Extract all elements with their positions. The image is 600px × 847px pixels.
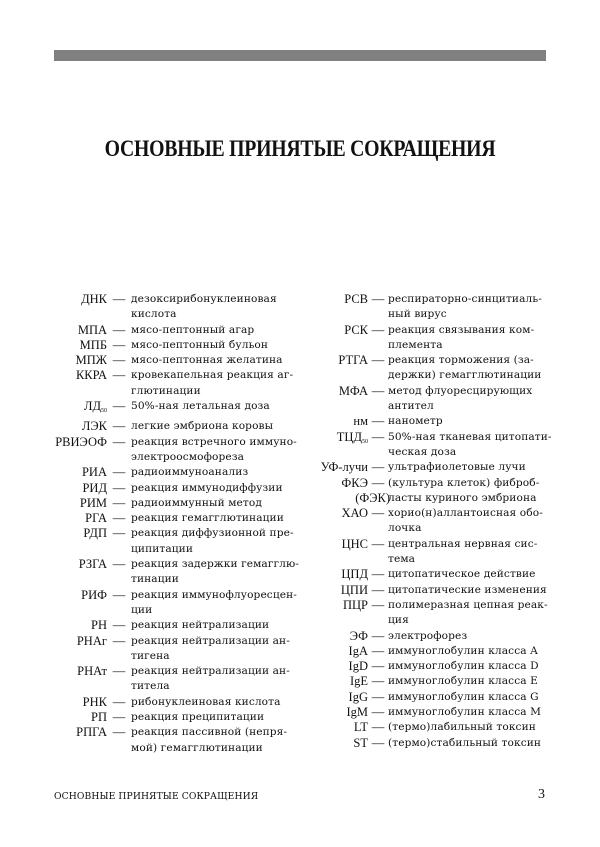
em-dash: —: [112, 465, 126, 480]
abbreviation-term: [300, 705, 368, 720]
abbreviation-description: [388, 705, 548, 720]
description-line: цитопатическое действие: [388, 568, 536, 581]
term-text: ККРА: [75, 368, 107, 383]
abbreviation-term: [0, 557, 107, 588]
term-text: РГА: [85, 511, 107, 526]
abbreviation-entry: [0, 695, 320, 710]
term-text: ЭФ: [349, 628, 368, 643]
abbreviation-description: [388, 537, 548, 568]
description-line: лочка: [388, 522, 422, 535]
description-line: иммуноглобулин класса A: [388, 644, 538, 657]
abbreviation-term: [0, 710, 107, 725]
description-line: глютинации: [131, 384, 201, 397]
abbreviation-description: [388, 292, 548, 323]
description-line: хорио(н)аллантоисная обо-: [388, 507, 543, 520]
abbreviation-entry: [300, 690, 590, 705]
em-dash: —: [371, 353, 385, 368]
abbreviation-description: [388, 353, 548, 384]
em-dash: —: [371, 674, 385, 689]
term-text: ЦНС: [341, 536, 368, 551]
abbreviation-description: [388, 506, 548, 537]
em-dash: —: [112, 353, 126, 368]
abbreviation-entry: [0, 496, 320, 511]
abbreviation-term: [0, 634, 107, 665]
abbreviation-term: [300, 353, 368, 384]
abbreviation-entry: [0, 481, 320, 496]
description-line: антител: [388, 400, 434, 413]
term-text: РИД: [82, 480, 107, 495]
description-line: мясо-пептонная желатина: [131, 354, 283, 367]
abbreviation-term: [0, 353, 107, 368]
abbreviation-description: [388, 644, 548, 659]
abbreviation-term: [300, 674, 368, 689]
term-text: нм: [353, 414, 368, 429]
em-dash: —: [112, 557, 126, 572]
abbreviation-description: [131, 588, 297, 619]
em-dash: —: [112, 495, 126, 510]
description-line: метод флуоресцирующих: [388, 384, 533, 397]
abbreviation-entry: [0, 399, 320, 419]
abbreviation-term: [0, 465, 107, 480]
term-text: РНК: [82, 694, 107, 709]
abbreviation-term: [300, 720, 368, 735]
header-rule: [54, 50, 546, 61]
description-line: иммуноглобулин класса M: [388, 706, 542, 719]
abbreviation-term: [300, 414, 368, 429]
em-dash: —: [112, 322, 126, 337]
abbreviation-term: [300, 567, 368, 582]
abbreviation-entry: [0, 557, 320, 588]
abbreviation-entry: [0, 588, 320, 619]
description-line: иммуноглобулин класса D: [388, 660, 539, 673]
term-text: IgD: [348, 659, 368, 674]
abbreviation-term: [300, 659, 368, 674]
abbreviation-term: [0, 725, 107, 756]
abbreviation-term: [300, 598, 368, 629]
abbreviation-term: [0, 664, 107, 695]
description-line: реакция преципитации: [131, 711, 265, 724]
abbreviation-term: [0, 419, 107, 434]
abbreviation-entry: [0, 710, 320, 725]
abbreviation-entry: [300, 414, 590, 429]
abbreviation-description: [131, 557, 299, 588]
abbreviation-description: [388, 567, 548, 582]
abbreviation-description: [131, 526, 294, 557]
em-dash: —: [371, 643, 385, 658]
em-dash: —: [371, 460, 385, 475]
description-line: центральная нервная сис-: [388, 537, 538, 550]
abbreviation-description: [131, 725, 291, 756]
term-alt-text: (ФЭК): [355, 490, 390, 505]
abbreviation-term: [300, 460, 368, 475]
abbreviation-term: [0, 323, 107, 338]
page-title: ОСНОВНЫЕ ПРИНЯТЫЕ СОКРАЩЕНИЯ: [104, 136, 496, 161]
term-text: ДНК: [81, 292, 107, 306]
abbreviation-description: [131, 435, 297, 466]
abbreviation-term: [0, 618, 107, 633]
abbreviation-description: [388, 323, 548, 354]
em-dash: —: [112, 337, 126, 352]
em-dash: —: [371, 628, 385, 643]
em-dash: —: [371, 506, 385, 521]
description-line: реакция иммунодиффузии: [131, 481, 283, 494]
abbreviation-term: [300, 644, 368, 659]
abbreviation-description: [131, 511, 291, 526]
em-dash: —: [112, 511, 126, 526]
term-text: IgA: [348, 643, 368, 658]
description-line: цитопатические изменения: [388, 583, 547, 596]
abbreviation-description: [131, 292, 291, 323]
em-dash: —: [371, 659, 385, 674]
abbreviation-entry: [300, 720, 590, 735]
abbreviation-description: [388, 476, 548, 507]
term-text: РСК: [344, 322, 368, 337]
abbreviation-entry: [300, 674, 590, 689]
term-text: IgM: [346, 705, 368, 720]
abbreviation-entry: [0, 664, 320, 695]
description-line: мясо-пептонный бульон: [131, 338, 269, 351]
abbreviation-term: [0, 399, 107, 419]
description-line: полимеразная цепная реак-: [388, 598, 548, 611]
abbreviation-description: [388, 384, 548, 415]
abbreviation-entry: [300, 384, 590, 415]
description-line: дезоксирибонуклеиновая: [131, 293, 277, 305]
abbreviation-term: [0, 496, 107, 511]
abbreviation-term: [300, 323, 368, 354]
term-text: МФА: [338, 383, 368, 398]
abbreviation-entry: [300, 705, 590, 720]
description-line: электроосмофореза: [131, 450, 245, 463]
abbreviation-entry: [300, 476, 590, 507]
description-line: титела: [131, 680, 170, 693]
abbreviation-term: [0, 526, 107, 557]
abbreviation-term: [300, 583, 368, 598]
em-dash: —: [371, 720, 385, 735]
abbreviation-term: [300, 629, 368, 644]
abbreviation-term: [0, 368, 107, 399]
description-line: радиоиммуноанализ: [131, 466, 249, 479]
abbreviation-entry: [0, 526, 320, 557]
description-line: тигена: [131, 649, 170, 662]
term-text: ЛЭК: [81, 419, 107, 434]
em-dash: —: [371, 735, 385, 750]
abbreviation-description: [388, 659, 548, 674]
abbreviation-entry: [300, 292, 590, 323]
abbreviation-entry: [300, 629, 590, 644]
description-line: реакция диффузионной пре-: [131, 527, 294, 540]
abbreviation-entry: [300, 583, 590, 598]
abbreviation-description: [388, 629, 548, 644]
term-text: ST: [353, 735, 368, 750]
abbreviation-entry: [300, 506, 590, 537]
description-line: реакция нейтрализации ан-: [131, 665, 290, 678]
abbreviation-entry: [300, 537, 590, 568]
page-number: 3: [538, 787, 545, 802]
abbreviation-description: [131, 353, 291, 368]
description-line: реакция нейтрализации: [131, 619, 270, 632]
description-line: радиоиммунный метод: [131, 496, 262, 509]
em-dash: —: [112, 480, 126, 495]
description-line: кровекапельная реакция аг-: [131, 369, 294, 382]
em-dash: —: [112, 587, 126, 602]
abbreviation-description: [131, 338, 291, 353]
em-dash: —: [371, 582, 385, 597]
abbreviation-description: [131, 634, 291, 665]
em-dash: —: [112, 368, 126, 383]
description-line: племента: [388, 338, 443, 351]
description-line: реакция пассивной (непря-: [131, 726, 288, 739]
abbreviation-term: [300, 430, 368, 461]
abbreviation-term: [300, 537, 368, 568]
description-line: мой) гемагглютинации: [131, 741, 263, 754]
term-subscript: 50: [101, 408, 107, 415]
description-line: ный вирус: [388, 308, 447, 321]
abbreviation-entry: [300, 644, 590, 659]
abbreviation-entry: [300, 353, 590, 384]
description-line: тема: [388, 553, 416, 566]
term-text: LT: [353, 720, 368, 735]
abbreviation-description: [131, 399, 291, 419]
em-dash: —: [371, 429, 385, 444]
term-subscript: 50: [362, 438, 368, 445]
term-text: РВИЭОФ: [55, 434, 107, 449]
term-text: УФ-лучи: [320, 460, 368, 475]
em-dash: —: [112, 725, 126, 740]
abbreviation-description: [388, 414, 548, 429]
description-line: реакция связывания ком-: [388, 323, 535, 336]
em-dash: —: [371, 597, 385, 612]
abbreviation-description: [131, 465, 291, 480]
abbreviation-entry: [0, 338, 320, 353]
term-text: МПА: [77, 322, 107, 337]
abbreviation-entry: [0, 353, 320, 368]
abbreviation-description: [131, 419, 291, 434]
abbreviation-entry: [0, 435, 320, 466]
description-line: (термо)стабильный токсин: [388, 736, 542, 749]
em-dash: —: [112, 434, 126, 449]
abbreviation-description: [388, 674, 548, 689]
description-line: нанометр: [388, 415, 443, 428]
term-text: РН: [91, 618, 107, 633]
abbreviation-entry: [300, 598, 590, 629]
term-text: РПГА: [76, 725, 107, 740]
abbreviation-term: [0, 435, 107, 466]
abbreviation-entry: [0, 725, 320, 756]
abbreviation-description: [131, 323, 291, 338]
term-text: ФКЭ: [341, 475, 368, 490]
description-line: ческая доза: [388, 445, 457, 458]
abbreviation-term: [0, 292, 107, 323]
term-text: РИФ: [81, 587, 107, 602]
description-line: реакция иммунофлуоресцен-: [131, 588, 297, 601]
abbreviation-description: [131, 695, 291, 710]
description-line: ультрафиолетовые лучи: [388, 461, 526, 474]
term-text: IgG: [348, 689, 368, 704]
abbreviation-term: [300, 736, 368, 751]
abbreviation-term: [0, 481, 107, 496]
abbreviation-description: [388, 690, 548, 705]
term-text: РНАт: [77, 664, 107, 679]
abbreviation-entry: [300, 659, 590, 674]
em-dash: —: [112, 292, 126, 306]
description-line: (культура клеток) фиброб-: [388, 476, 540, 489]
abbreviation-entry: [300, 460, 590, 475]
em-dash: —: [112, 710, 126, 725]
abbreviation-description: [131, 710, 291, 725]
abbreviation-term: [300, 690, 368, 705]
description-line: легкие эмбриона коровы: [131, 420, 274, 433]
term-text: РДП: [83, 526, 107, 541]
em-dash: —: [371, 567, 385, 582]
running-footer-title: ОСНОВНЫЕ ПРИНЯТЫЕ СОКРАЩЕНИЯ: [54, 791, 259, 802]
abbreviation-description: [388, 460, 548, 475]
term-text: ЦПИ: [340, 582, 368, 597]
abbreviation-entry: [0, 323, 320, 338]
description-line: ласты куриного эмбриона: [388, 491, 537, 504]
term-text: РЗГА: [78, 557, 107, 572]
abbreviation-description: [388, 430, 552, 461]
description-line: реакция торможения (за-: [388, 354, 534, 367]
abbreviations-left-column: [0, 292, 320, 756]
em-dash: —: [112, 694, 126, 709]
abbreviation-description: [131, 496, 291, 511]
abbreviation-entry: [300, 323, 590, 354]
abbreviation-term: [0, 588, 107, 619]
term-text: ТЦД: [336, 429, 362, 444]
description-line: (термо)лабильный токсин: [388, 721, 536, 734]
abbreviation-entry: [0, 465, 320, 480]
term-text: МПБ: [79, 337, 107, 352]
abbreviation-term: [300, 292, 368, 323]
description-line: респираторно-синцитиаль-: [388, 293, 542, 305]
em-dash: —: [371, 322, 385, 337]
abbreviations-right-column: [300, 292, 590, 751]
abbreviation-entry: [0, 634, 320, 665]
description-line: рибонуклеиновая кислота: [131, 695, 281, 708]
description-line: реакция задержки гемагглю-: [131, 558, 299, 571]
description-line: кислота: [131, 308, 177, 321]
description-line: реакция встречного иммуно-: [131, 435, 297, 448]
abbreviation-entry: [0, 618, 320, 633]
abbreviation-term: [0, 695, 107, 710]
description-line: ципитации: [131, 542, 194, 555]
em-dash: —: [371, 689, 385, 704]
term-text: ЦПД: [341, 567, 368, 582]
em-dash: —: [112, 618, 126, 633]
em-dash: —: [371, 475, 385, 490]
term-text: ЛД: [83, 399, 101, 414]
em-dash: —: [112, 399, 126, 414]
abbreviation-description: [388, 583, 548, 598]
abbreviation-description: [131, 664, 291, 695]
term-text: РИА: [81, 465, 107, 480]
em-dash: —: [371, 383, 385, 398]
term-text: РНАг: [76, 633, 107, 648]
description-line: 50%-ная тканевая цитопати-: [388, 430, 552, 443]
term-text: РСВ: [344, 292, 368, 306]
description-line: тинации: [131, 573, 179, 586]
abbreviation-description: [131, 618, 291, 633]
description-line: иммуноглобулин класса E: [388, 675, 538, 688]
abbreviation-description: [388, 598, 548, 629]
term-text: РП: [91, 710, 107, 725]
description-line: реакция нейтрализации ан-: [131, 634, 290, 647]
term-text: РТГА: [338, 353, 368, 368]
em-dash: —: [112, 633, 126, 648]
term-text: ХАО: [341, 506, 368, 521]
abbreviation-entry: [0, 511, 320, 526]
description-line: ции: [131, 603, 153, 616]
description-line: 50%-ная летальная доза: [131, 400, 270, 413]
term-text: IgE: [349, 674, 368, 689]
abbreviation-entry: [0, 368, 320, 399]
abbreviation-entry: [300, 430, 590, 461]
abbreviation-description: [388, 720, 548, 735]
abbreviation-description: [131, 481, 291, 496]
description-line: ция: [388, 614, 409, 627]
abbreviation-term: [300, 506, 368, 537]
em-dash: —: [112, 664, 126, 679]
abbreviation-entry: [300, 736, 590, 751]
abbreviation-entry: [0, 419, 320, 434]
description-line: мясо-пептонный агар: [131, 323, 255, 336]
abbreviation-term: [0, 511, 107, 526]
term-text: РИМ: [79, 495, 107, 510]
term-text: МПЖ: [75, 353, 107, 368]
term-text: ПЦР: [342, 597, 368, 612]
abbreviation-term: [300, 384, 368, 415]
abbreviation-description: [131, 368, 294, 399]
abbreviation-entry: [300, 567, 590, 582]
abbreviation-description: [388, 736, 548, 751]
description-line: реакция гемагглютинации: [131, 512, 284, 525]
em-dash: —: [112, 419, 126, 434]
description-line: электрофорез: [388, 629, 468, 642]
em-dash: —: [371, 414, 385, 429]
em-dash: —: [371, 705, 385, 720]
abbreviation-term: [0, 338, 107, 353]
abbreviation-term: [300, 475, 390, 507]
em-dash: —: [371, 536, 385, 551]
em-dash: —: [112, 526, 126, 541]
em-dash: —: [371, 292, 385, 306]
description-line: держки) гемагглютинации: [388, 369, 542, 382]
abbreviation-entry: [0, 292, 320, 323]
description-line: иммуноглобулин класса G: [388, 690, 539, 703]
